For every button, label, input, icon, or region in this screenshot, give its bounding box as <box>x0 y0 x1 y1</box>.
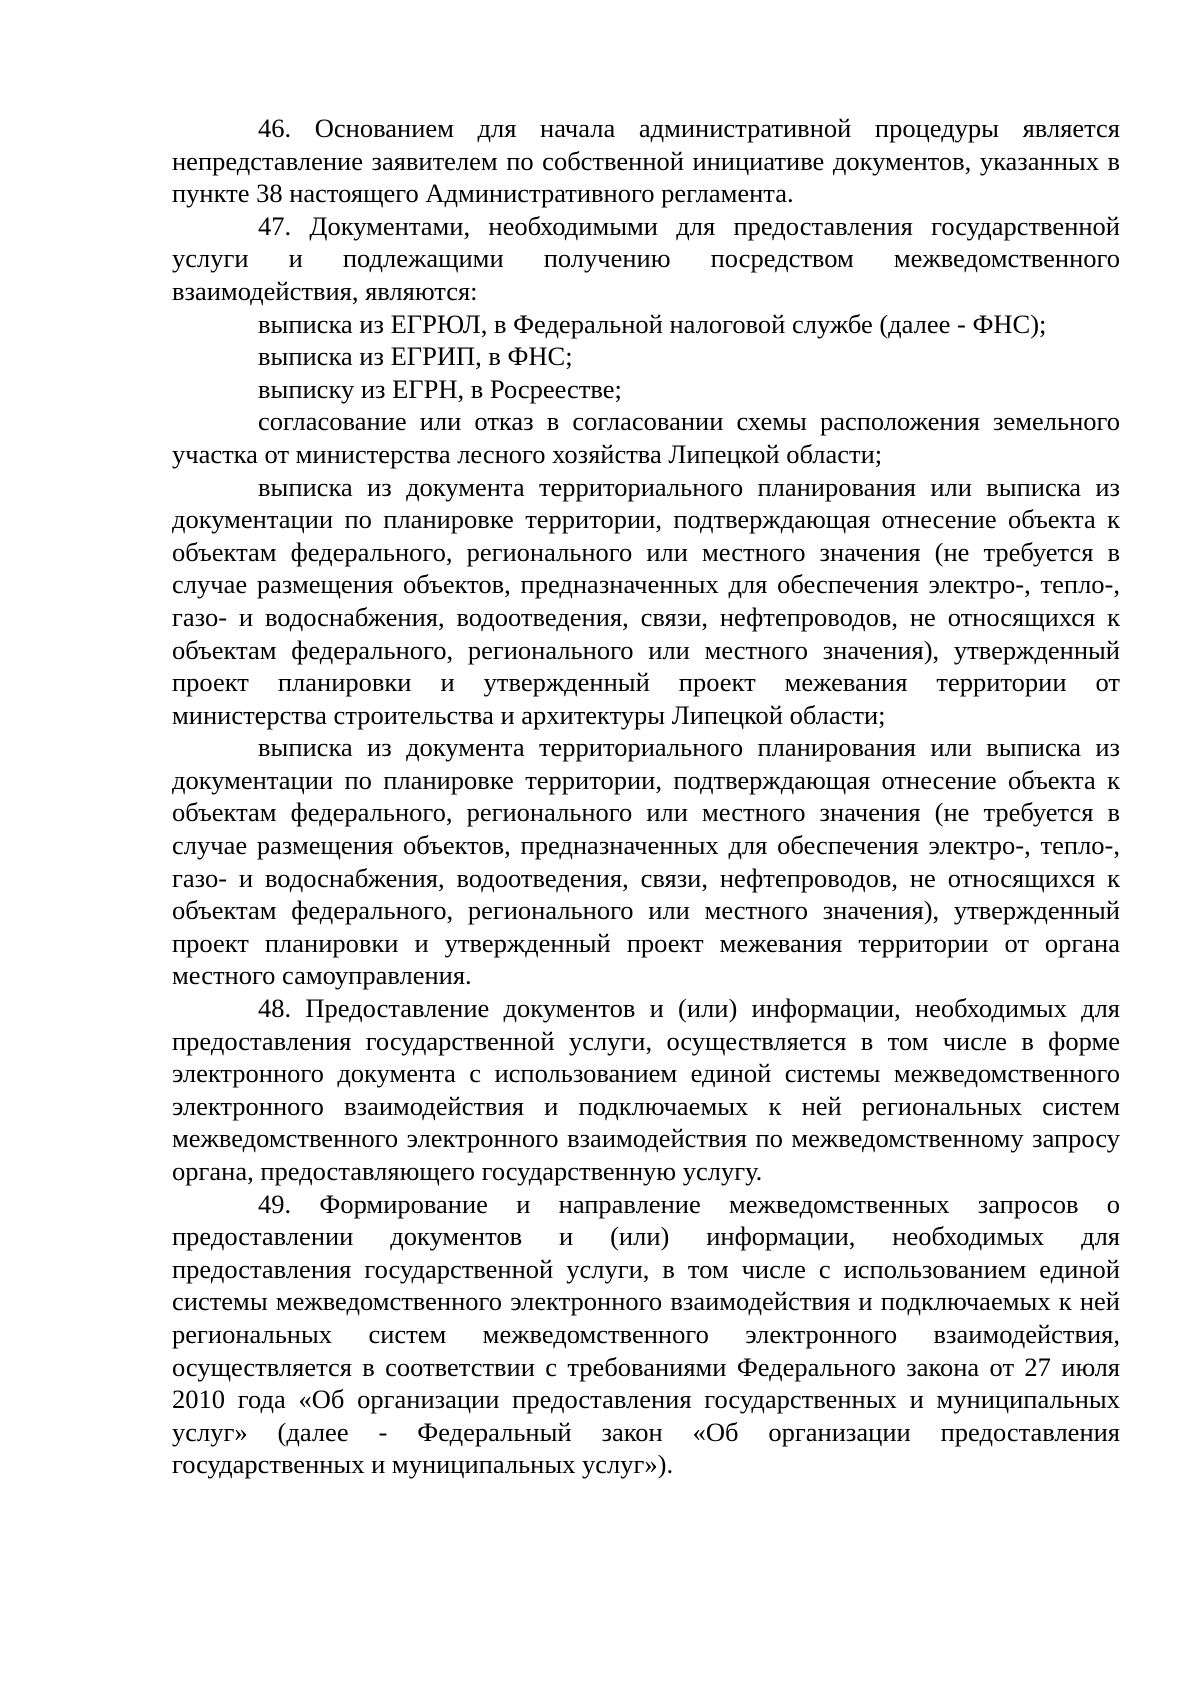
paragraph-49: 49. Формирование и направление межведомственных запросов о предоставлении документов и (или) информации, необходимых для предоставления государственной услуги, в том числе с использованием единой системы межведомственного электронного взаимодействия и подключаемых к ней региональных систем межведомственного электронного взаимодействия, осуществляется в соответствии с требованиями Федерального закона от 27 июля 2010 года «Об организации предоставления государственных и муниципальных услуг» (далее - Федеральный закон «Об организации предоставления государственных и муниципальных услуг»). <box>172 1188 1120 1480</box>
list-item-egrn: выписку из ЕГРН, в Росреестве; <box>258 373 622 404</box>
list-item-forestry-approval: согласование или отказ в согласовании схемы расположения земельного участка от министерства лесного хозяйства Липецкой области; <box>172 406 1120 469</box>
list-item-egrip: выписка из ЕГРИП, в ФНС; <box>258 341 573 372</box>
paragraph-46: 46. Основанием для начала административной процедуры является непредставление заявителем по собственной инициативе документов, указанных в пункте 38 настоящего Административного регламента. <box>172 113 1120 209</box>
list-item-egrul: выписка из ЕГРЮЛ, в Федеральной налоговой службе (далее - ФНС); <box>258 308 1047 339</box>
list-item-planning-extract-ministry: выписка из документа территориального планирования или выписка из документации по планировке территории, подтверждающая отнесение объекта к объектам федерального, регионального или местного значения (не требуется в случае размещения объектов, предназначенных для обеспечения электро-, тепло-, газо- и водоснабжения, водоотведения, связи, нефтепроводов, не относящихся к объектам федерального, регионального или местного значения), утвержденный проект планировки и утвержденный проект межевания территории от министерства строительства и архитектуры Липецкой области; <box>172 471 1120 730</box>
paragraph-47: 47. Документами, необходимыми для предоставления государственной услуги и подлежащими получению посредством межведомственного взаимодействия, являются: <box>172 210 1120 306</box>
paragraph-48: 48. Предоставление документов и (или) информации, необходимых для предоставления государственной услуги, осуществляется в том числе в форме электронного документа с использованием единой системы межведомственного электронного взаимодействия и подключаемых к ней региональных систем межведомственного электронного взаимодействия по межведомственному запросу органа, предоставляющего государственную услугу. <box>172 993 1120 1186</box>
document-page <box>172 112 1120 1481</box>
list-item-planning-extract-local: выписка из документа территориального планирования или выписка из документации по планировке территории, подтверждающая отнесение объекта к объектам федерального, регионального или местного значения (не требуется в случае размещения объектов, предназначенных для обеспечения электро-, тепло-, газо- и водоснабжения, водоотведения, связи, нефтепроводов, не относящихся к объектам федерального, регионального или местного значения), утвержденный проект планировки и утвержденный проект межевания территории от органа местного самоуправления. <box>172 732 1120 991</box>
